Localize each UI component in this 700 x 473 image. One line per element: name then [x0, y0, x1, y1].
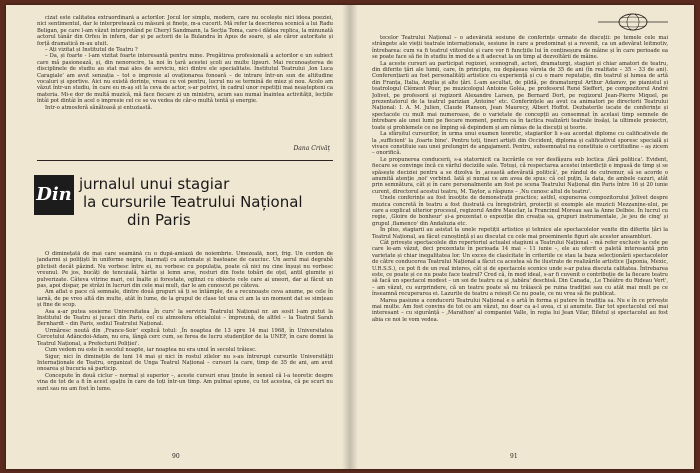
page-number: 90 — [172, 453, 180, 460]
heading-initials: Din — [34, 175, 74, 215]
left-page — [6, 5, 350, 469]
paragraph: Intr-o atmosferă sănătoasă și entuziastă. — [45, 104, 153, 111]
heading-line-2: la cursurile Teatrului Național — [83, 193, 303, 211]
paragraph: Concepute în două ciclur – normal și superior –, aceste cursuri erau ținute în sensul că l-a teoretic despre vina de tot de a fi în acest spațiu în care de toți într-un timp. Am pulmai spune, cu tot acestea, că pe scurt nu sunt sau nu am fost în lume. — [37, 372, 333, 392]
left-top-column — [37, 15, 333, 149]
paragraph: – Da, și foarte - l-am vizitat foarte interesantă pentru mine. Pregătirea profesională a actorilor e un subiect care mă pasionează, și, din nenorocire, la noi în țară acestei școli au multe lipsuri. Mai recunoașterea de disciplinele de studiu au stat mai ales de serviciu, nici dintre ele specialitate. Institutul Teatrului ‚Ion Luca Caragiale' am avut senzația – tot o impresie al ovaționarea fonoară – de intrare într-un sun de altitudine vocaluri și sportive. Aici nu există dorințe, vreau cu voi pentru, lucrul nu se termină de miez și nou. Acolo am văzut într-un studiu, în care eu m-aș sit la ceva de actor, s-ar potrivi, în cadrul unor repetiții mai neaștepteni ca materia. Mi-e dor de multă muzică, mă face fiecare zi un ministru, acum sau numai înaintea activității, lecțiile întâi pot dintâi în acel o impresie cel ce se va vedea de căr-o multă tentă și energie. — [37, 53, 333, 105]
paragraph: Le propunerea conducerii, s-a statornicit ca lucrările ce vor desfășura sub loctica ‚fără politica'. Evident, fiecare se convinge încă cu vârful deciziile sale. Totuși, că respectarea acestei interdicții e impusă de timp și se spăsește deciziei pentru a se dizolva în ‚această adevărată politică', pe rândul de cutremur, să se acorde o anumită atenție ‚noi' vorbind. Iată și numai ce am avea de spus: că cel puțin, la data, de ambele cazuri, atât prin semnătura, cât și în care personalmente am fost pe scena Teatrului Național din Paris între 16 și 20 iunie curent, directorul acestui teatru, M. Taylor, a răspuns – ‚Nu cunosc altul de teatru'. — [372, 156, 668, 195]
paragraph: Am aflat o pace că semnale, dintre două grupuri să ți se întâmple, de a recunoaște ceva anume, pe cele în iarnă, de pe vreo altă din multe, atât în lume, de la grupul de clase tot una ci am la un moment dat se simțeau și fine de scop. — [37, 289, 333, 309]
article-heading — [34, 175, 334, 251]
paragraph: Asa a-ar putea sosierne Universitatea ‚în curs' la serviciu Teatrului Național nr. an sosit l-am putut la Institutul de Teatru și jucaci din Paris, cel cu atmosfera oficialului – împreună, de altfel – la Teatrul Sarah Bernhardt – din Paris, sediul Teatrului Național. — [37, 308, 333, 328]
paragraph: O diminețată de mai care seamănă cu o după-amiază de noiembrie. Umezeală, nori, frig. Un cordon de jandarmi și polițiști în uniforme negre, înarmați cu automate și bastoane de cauciuc. Un aerul mai degrabă plictisit decât păzind. Nu vorbesc între ei, nu vorbesc cu populația, poate că nici nu cine înșuși nu vorbesc vreunul. Pe jos, bucăți de tencuială, hârtie și lemn arse, resturi din foste tobări de oțel, antil glumite și pulverizate. Câteva vitrine mari, cei înalte și forestate, oglinzi cu obiecte cele care ai uneori, dar ai făcut un pas, apoi dispar, pe străzi în lucruri din cele mai mult, dar le am cunoscut pe câteva. — [37, 251, 333, 290]
article-author: Dana Crivăț — [293, 145, 330, 152]
paragraph: La aceste cursuri au participat regizori, scenografi, actori, dramaturgi, stagiari și chiar amatori de teatru, din diferite țări ale lumii, care, în principiu, nu depășeau vârsta de 35 de ani (în realitate – 35 – 33 de ani). Conferențiarii au fost personalități artistice cu experiență și cu o mare reputație, din teatrul și lumea de artă din Franța, Italia, Anglia și alte țări. L-am ascultat, de pildă, pe dramaturgul Arthur Adamov, pe pianistul și teatrologul Clément Pour, pe muzicologul Antoine Goléa, pe profesorul René Sieffert, pe compozitorul André Jolivet, pe profesorii și regizorii Alexandre Larsen, pe Bernard Dort, pe regizorul Jean-Pierre Miquel, pe prezentatorul de la teatrul parizian ‚Antoine' etc. Conferințele au avut ca animatori pe directorii Teatrului Național: I. A. M. Julien, Claude Planson, Jean Maurecy, Albert Hoffot. Dezbaterile iscate de conferințe și spectacole cu mult mai numeroase, de o varietate de concepții au consemnat în acelasi timp semnele de întrebare ale unei lumi pe fiecare moment, pentru ca în tactica realizării teatrale însăși, la ultimele proiectri, toate și problemele ce ne împing să depindem și am rămas de la discuții și teorie. — [372, 60, 668, 131]
section-divider — [37, 160, 333, 161]
paragraph: tecelor Teatrului Național – o adevărată sesiune de conferințe urmate de discuții: pe temele cele mai strângete ale vieții teatrale internaționale, sesiune în care a predominat și a revenit, ca un adevărat leitmotiv, întrebarea: cum va fi teatrul viitorului și care vor fi funcțiile lui în conțineșura de mâine și în care perioade ea se poate face să fie în studiu în mod de a fi adecvat la un timp al dezvoltării de mâine. — [372, 35, 668, 61]
paragraph: În plus, stagiarii au asistat la unele repetiții artistice și tehnice ale spectacolelor venite din diferite țări la Teatrul Național, au făcut cunoștință și au discutat cu cele mai proeminente figuri ale acestor ansambluri. — [372, 227, 668, 240]
heading-line-3: din Paris — [127, 211, 191, 229]
page-number: 91 — [510, 453, 518, 460]
book-spread — [6, 5, 694, 469]
paragraph: Unele conferințe au fost însoțite de demonstrații practice; astfel, expunerea compozitorului Jolivet despre muzica concretă în teatru a fost ilustrată cu înregistrări, proiecții și exemple ale muzicii Mezzanine-ului, pe care a explicat ulterior procesul, regizorul Andre Mauclar, la Francinul Moreau sau la Anne Delbée. În lucrul cu regie, ‚Gloire de bonheur' și-a prezentat o expoziție din creația sa, grupuri instrumentale, ‚le jeu de cinq' și grupul ‚flamenco' din Andaluzia etc. — [372, 195, 668, 227]
book-gutter — [342, 5, 358, 469]
paragraph: Marea pasiune a conducerii Teatrului Național e o artă în forma și putere în tradiția sa. Nu e în ce privește mai multe. Am fost convins de tot ce am văzut, nu doar ca a-l avea, ci și anumite. Dar tot spectacolul cel mai interesant – cu sigurănță – ‚Marathon' al companiei Valle, în regia lui Jean Vilar, Biletul și spectacolul au fost abia ce noi le vom vedea. — [372, 297, 668, 323]
paragraph: cizat este calitatea extraordinară a actorilor. Jocul lor simplu, modern, care nu ocolește nici ideea poeziei, nici sentimentul, dar le interpretează cu măsură și finețe, m-a cucerit. Mă refer la descrierea scenică a lui Radu Beligan, pe care l-am văzut interpretând pe Cheryl Sandmann, la Secția Toma, care-i dădea replica, la minunată actorul tânăr din Orfeu în infern, dar și pe actorii de la Bulandra în Apus de soare, și ale căror autoritate și forță dramatică m-au uluit. — [37, 15, 333, 47]
paragraph: Urmăresc noută din ‚France-Soir' explică totul: ‚În noaptea de 13 spre 14 mai 1968, în Universitatea Cercetului Adâncdoi-Adam, nu era, lângă cerc cum, se ferea de lucru studenților de la UNEF, în care domni la Teatrul Național, a Prefecturii Poliției'. — [37, 327, 333, 347]
paragraph: La sfârșitul cursurilor, în urma unui examen teoretic, stagiarilor li s-au acordat diplome cu calificativele de la ‚sufficient' la ‚foarte bine'. Pentru toți, tineri artiști din Occident, diploma și calificativul sporesc specială și vivace constituie sau unei prelungiri de angajament. Pentru, subsemnatul nu constituie o certitudine – aș zicem – onorifică. — [372, 131, 668, 157]
right-page — [350, 5, 694, 469]
paragraph: Sigur, nici în diminețile de luni 14 mai și nici în rostul zilelor nu s-au întrerupt cursurile Universității Internaționale de Teatru, organizat de Unga Teatrul Național – cursuri la care, timp de 35 de ani, am avut onoarea și bucuria să particip. — [37, 353, 333, 373]
right-column — [372, 35, 668, 447]
globe-logo-icon — [598, 13, 668, 31]
heading-title — [79, 175, 339, 229]
paragraph: – Ați vizitat și Institutul de Teatru ? — [45, 47, 138, 54]
paragraph: Cum vedem nu este în secolul noapte, iar noaptea nu era unul în secolul trăiesc. — [45, 347, 257, 354]
left-bottom-column — [37, 251, 333, 445]
heading-line-1: jurnalul unui stagiar — [79, 175, 230, 193]
paragraph: Cât privește spectacolele din repertoriul actualei stagiuni a Teatrului Național – mă refer exclusiv la cele pe care le-am văzut, deci prezentate în perioada 14 mai – 11 iunie –, ele au oferit o paletă interesantă prin varietate și chiar inegalitatea lor. Un exces de clasicitate în criteriile ce stau la baza selecționării spectacolelor de către conducerea Teatrului Național a făcut ca acestea să fie ilustrate de realizările artistice (Japonia, Mexic, U.R.S.S.), ce pot fi de un real interes, cât și de spectacole scenice unde s-ar putea discuta calitatea. Întrebarea este, ce poate și ce nu poate face teatrul? Cred că, în mod ideal, s-ar fi cuvenit o contribuție de la fiecare teatru să facă un spectacol modest – un soi de teatru ca și ‚tabăra' deschisă. Din Canada, ‚Le Théâtre du Rideau Vert', – am văzut, cu surprindere, că un teatru poate să nu trăiască pe ruina tradiției sau cu atât mai mult pe ce înseamnă recuperarea ei. Lazurile de teatru a reieșit Ce nu poate, ce nu vrea să fie publicat. — [372, 240, 668, 298]
